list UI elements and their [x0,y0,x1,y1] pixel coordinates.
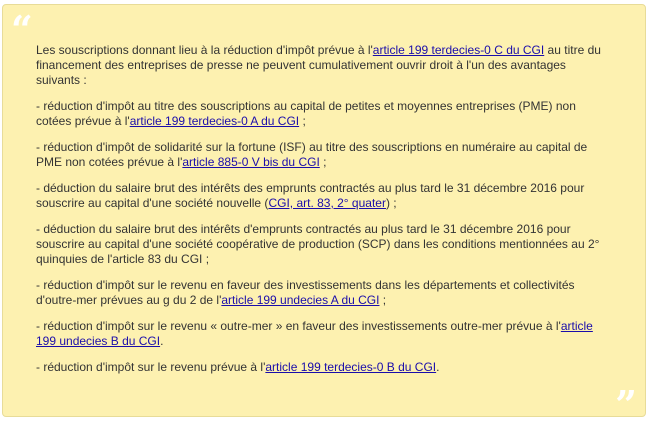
link-cgi-art-83[interactable]: CGI, art. 83, 2° quater [268,196,386,210]
quote-content [36,43,612,386]
paragraph-text: Les souscriptions donnant lieu à la réduction d'impôt prévue à l' [36,43,373,57]
list-item [36,140,612,170]
link-article-199-undecies-a[interactable]: article 199 undecies A du CGI [221,293,380,307]
paragraph-text: - réduction d'impôt sur le revenu prévue à l' [36,360,266,374]
list-item [36,360,612,375]
close-quote-icon: ” [615,382,637,427]
list-item [36,99,612,129]
open-quote-icon: “ [11,7,33,52]
paragraph-text: . [436,360,440,374]
list-item [36,319,612,349]
quote-box [2,4,646,427]
paragraph-text: - réduction d'impôt sur le revenu en faveur des investissements dans les départements et collectivités d'outre-mer prévues au g du 2 de l' [36,278,575,307]
paragraph-intro [36,43,612,88]
paragraph-text: . [160,334,164,348]
link-article-199-terdecies-0-a[interactable]: article 199 terdecies-0 A du CGI [129,114,300,128]
link-article-199-undecies-b[interactable]: article 199 undecies B du CGI [36,319,593,348]
link-article-199-terdecies-0-c[interactable]: article 199 terdecies-0 C du CGI [372,43,545,57]
paragraph-text: - déduction du salaire brut des intérêts d'emprunts contractés au plus tard le 31 décembre 2016 pour souscrire au capital d'une société coopérative de production (SCP) dans les conditions mentionnées au 2° quinquies de l'article 83 du CGI ; [36,222,600,266]
link-article-199-terdecies-0-b[interactable]: article 199 terdecies-0 B du CGI [265,360,437,374]
paragraph-text: ; [379,293,387,307]
paragraph-text: ; [319,155,327,169]
paragraph-text: ) ; [385,196,397,210]
list-item [36,278,612,308]
paragraph-text: - réduction d'impôt de solidarité sur la fortune (ISF) au titre des souscriptions en numéraire au capital de PME non cotées prévue à l' [36,140,588,169]
paragraph-text: - réduction d'impôt sur le revenu « outre-mer » en faveur des investissements outre-mer prévue à l' [36,319,561,333]
list-item [36,222,612,267]
paragraph-text: au titre du financement des entreprises de presse ne peuvent cumulativement ouvrir droit à l'un des avantages suivants : [36,43,601,87]
paragraph-text: ; [299,114,306,128]
paragraph-text: - déduction du salaire brut des intérêts des emprunts contractés au plus tard le 31 décembre 2016 pour souscrire au capital d'une société nouvelle ( [36,181,585,210]
link-article-885-0-v-bis[interactable]: article 885-0 V bis du CGI [182,155,320,169]
paragraph-text: - réduction d'impôt au titre des souscriptions au capital de petites et moyennes entreprises (PME) non cotées prévue à l' [36,99,576,128]
list-item [36,181,612,211]
